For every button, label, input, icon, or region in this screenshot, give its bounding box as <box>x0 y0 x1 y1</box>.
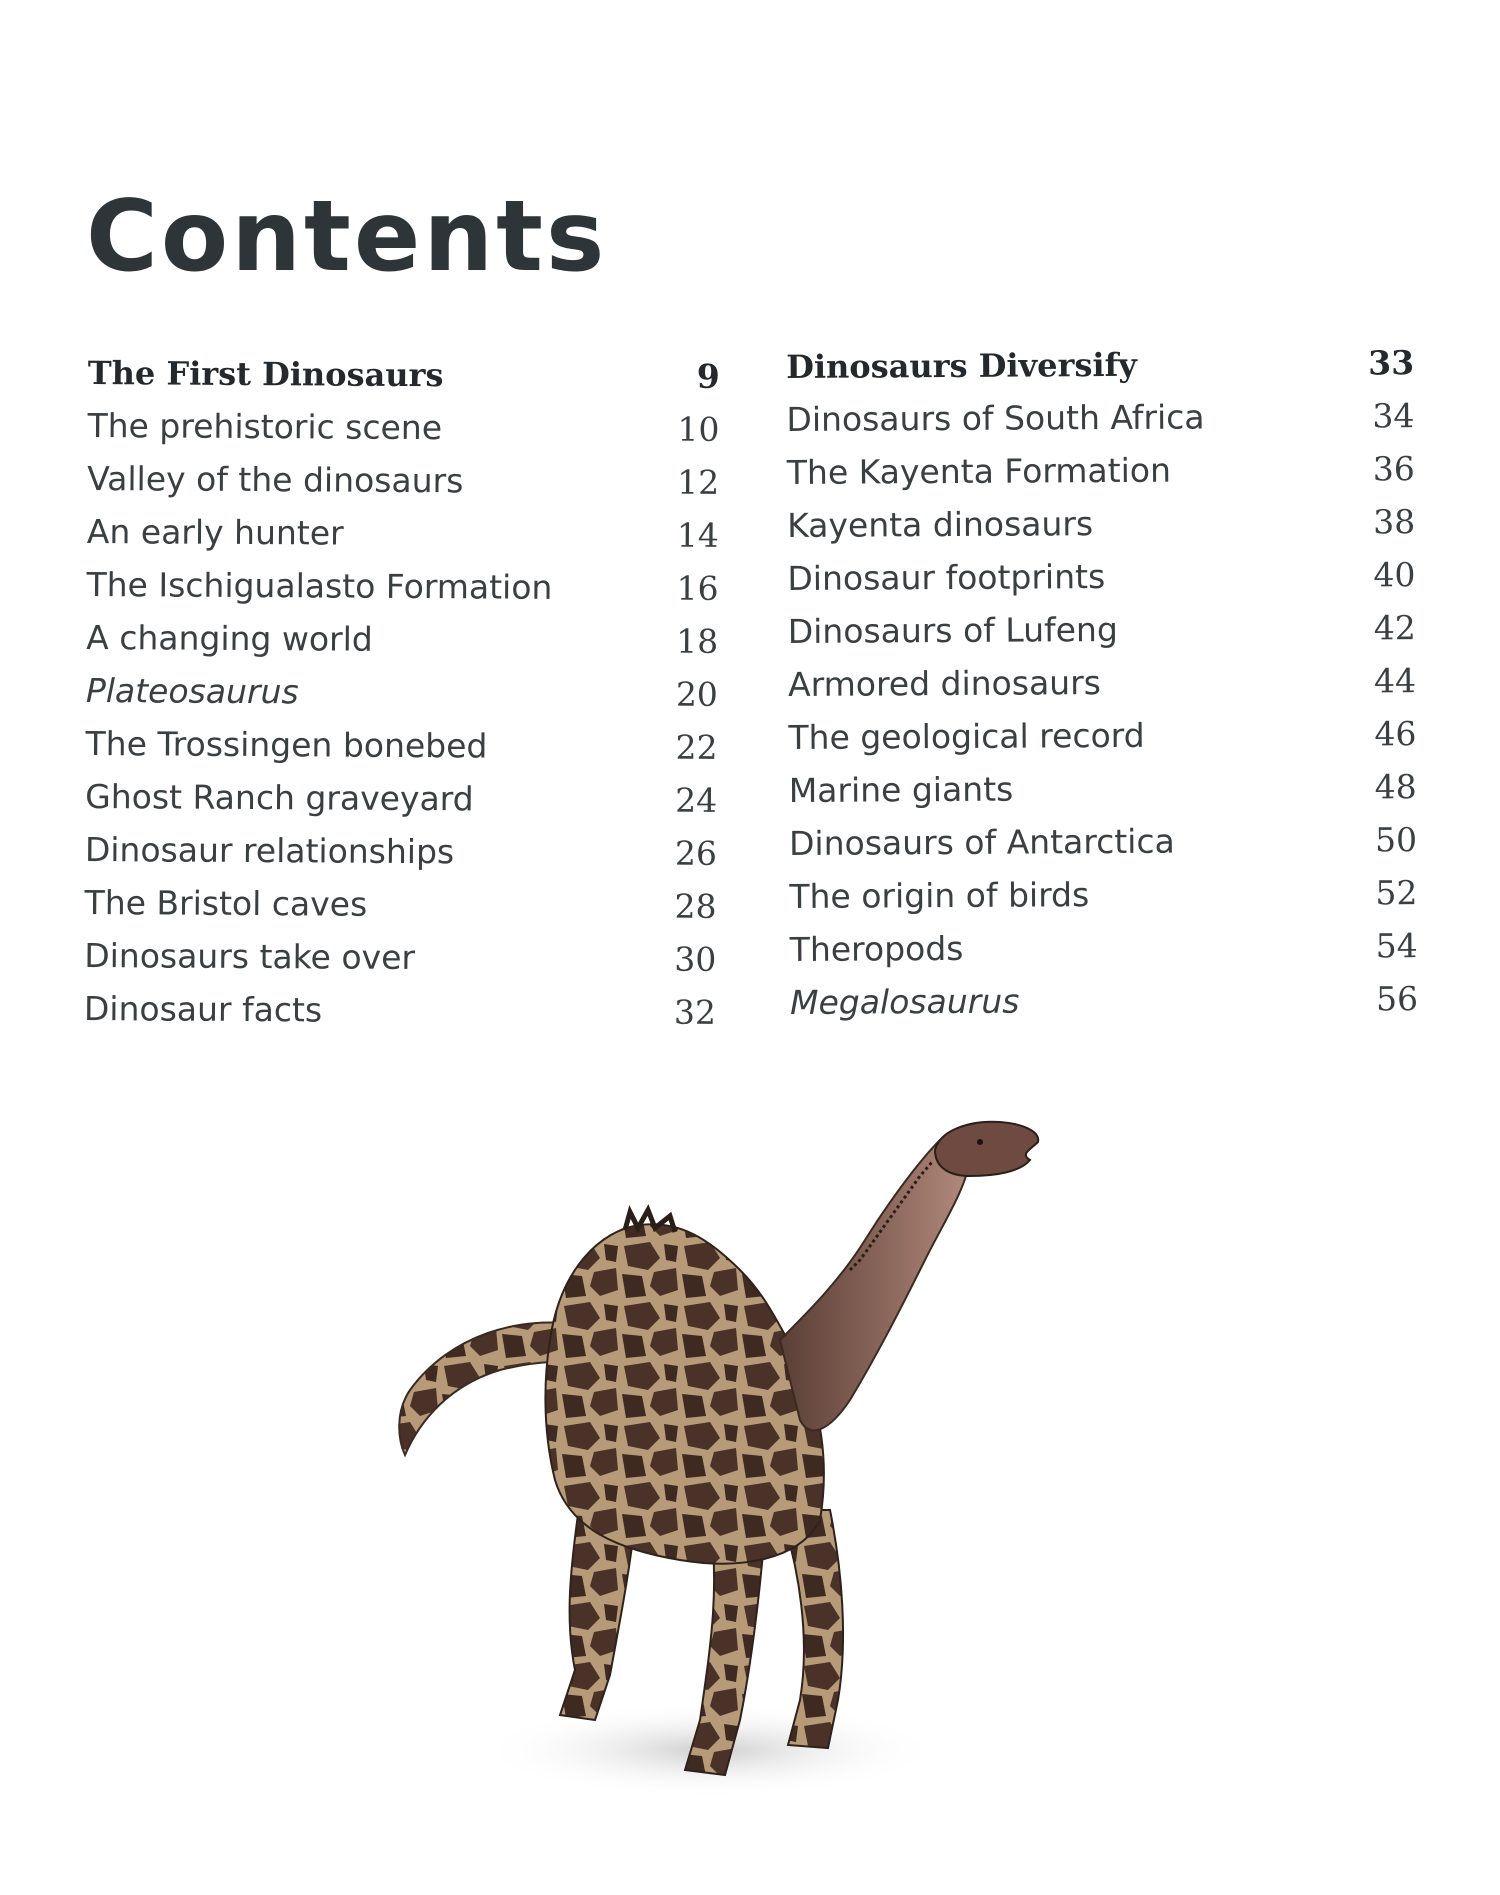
toc-entry[interactable] <box>786 389 1414 446</box>
toc-entry[interactable] <box>787 495 1415 552</box>
toc-entry-label: Megalosaurus <box>789 981 1020 1022</box>
toc-entry-label: Dinosaur footprints <box>787 557 1106 598</box>
toc-entry-page: 48 <box>1374 767 1417 807</box>
toc-entry[interactable] <box>84 982 716 1039</box>
toc-entry-page: 38 <box>1373 502 1416 542</box>
toc-entry-page: 14 <box>676 515 719 555</box>
toc-entry[interactable] <box>84 876 716 933</box>
toc-entry[interactable] <box>789 760 1417 817</box>
toc-entry-page: 52 <box>1375 873 1418 913</box>
toc-entry[interactable] <box>85 770 717 827</box>
toc-entry-page: 44 <box>1373 661 1417 701</box>
toc-heading-label: The First Dinosaurs <box>87 353 444 395</box>
toc-entry[interactable] <box>86 611 718 668</box>
toc-entry[interactable] <box>789 813 1417 870</box>
toc-entry-label: Plateosaurus <box>85 670 299 712</box>
toc-heading-page: 9 <box>696 356 720 396</box>
toc-entry-page: 18 <box>676 621 719 661</box>
toc-entry-label: Ghost Ranch graveyard <box>85 776 474 819</box>
toc-entry-page: 10 <box>677 409 720 449</box>
toc-entry-page: 40 <box>1373 555 1416 595</box>
toc-entry-page: 50 <box>1374 820 1418 860</box>
toc-entry[interactable] <box>787 442 1415 499</box>
toc-entry-label: The Bristol caves <box>84 882 368 924</box>
toc-entry-label: Armored dinosaurs <box>787 663 1102 704</box>
toc-entry[interactable] <box>85 717 717 774</box>
toc-entry[interactable] <box>87 399 719 456</box>
toc-entry-label: Dinosaur facts <box>83 988 323 1030</box>
toc-entry-label: The prehistoric scene <box>87 405 443 448</box>
toc-entry-page: 36 <box>1372 449 1415 489</box>
page-title: Contents <box>86 180 608 294</box>
toc-entry-label: Valley of the dinosaurs <box>87 458 464 501</box>
toc-entry-label: The origin of birds <box>789 875 1090 916</box>
toc-entry-page: 26 <box>674 833 718 873</box>
toc-entry[interactable] <box>84 929 716 986</box>
toc-section-heading[interactable] <box>88 346 720 403</box>
toc-section-heading[interactable] <box>786 336 1414 393</box>
toc-entry[interactable] <box>87 452 719 509</box>
toc-entry-label: A changing world <box>86 617 373 659</box>
toc-entry-label: Theropods <box>789 928 964 969</box>
toc-entry[interactable] <box>87 505 719 562</box>
toc-entry[interactable] <box>86 664 718 721</box>
toc-entry[interactable] <box>788 707 1416 764</box>
toc-section-first-dinosaurs <box>84 346 720 1039</box>
toc-section-dinosaurs-diversify <box>786 336 1418 1029</box>
toc-entry-page: 22 <box>675 727 718 767</box>
toc-entry-label: Dinosaurs of Antarctica <box>788 821 1175 863</box>
toc-heading-page: 33 <box>1368 343 1415 383</box>
toc-entry[interactable] <box>788 601 1416 658</box>
toc-entry-label: The Trossingen bonebed <box>85 723 488 766</box>
toc-entry-label: Marine giants <box>788 769 1014 810</box>
toc-entry-label: Dinosaurs of Lufeng <box>787 609 1118 651</box>
dinosaur-illustration <box>380 1120 1140 1840</box>
toc-entry-label: Dinosaurs of South Africa <box>786 397 1205 439</box>
toc-entry-label: An early hunter <box>86 511 344 553</box>
toc-entry-page: 46 <box>1374 714 1417 754</box>
toc-entry-page: 20 <box>675 674 719 714</box>
toc-entry-label: The Kayenta Formation <box>786 450 1172 492</box>
toc-entry-label: Dinosaurs take over <box>84 935 416 978</box>
toc-entry-page: 42 <box>1373 608 1416 648</box>
toc-entry[interactable] <box>788 654 1416 711</box>
toc-entry-page: 24 <box>675 780 718 820</box>
toc-entry-label: Dinosaur relationships <box>84 829 455 872</box>
toc-entry[interactable] <box>86 558 718 615</box>
toc-entry-page: 12 <box>677 462 720 502</box>
toc-entry-page: 30 <box>674 939 717 979</box>
toc-entry-page: 16 <box>676 568 719 608</box>
toc-entry[interactable] <box>787 548 1415 605</box>
toc-entry[interactable] <box>85 823 717 880</box>
toc-entry[interactable] <box>789 866 1417 923</box>
toc-entry-page: 34 <box>1372 396 1415 436</box>
toc-entry-label: The Ischigualasto Formation <box>86 564 553 607</box>
toc-entry-page: 32 <box>673 992 717 1032</box>
toc-entry[interactable] <box>790 919 1418 976</box>
toc-entry-page: 56 <box>1375 979 1419 1019</box>
toc-entry-page: 28 <box>674 886 717 926</box>
toc-entry-label: The geological record <box>788 715 1145 757</box>
toc-entry[interactable] <box>790 972 1418 1029</box>
toc-heading-label: Dinosaurs Diversify <box>786 345 1138 386</box>
toc-entry-label: Kayenta dinosaurs <box>787 504 1094 545</box>
toc-entry-page: 54 <box>1375 926 1418 966</box>
